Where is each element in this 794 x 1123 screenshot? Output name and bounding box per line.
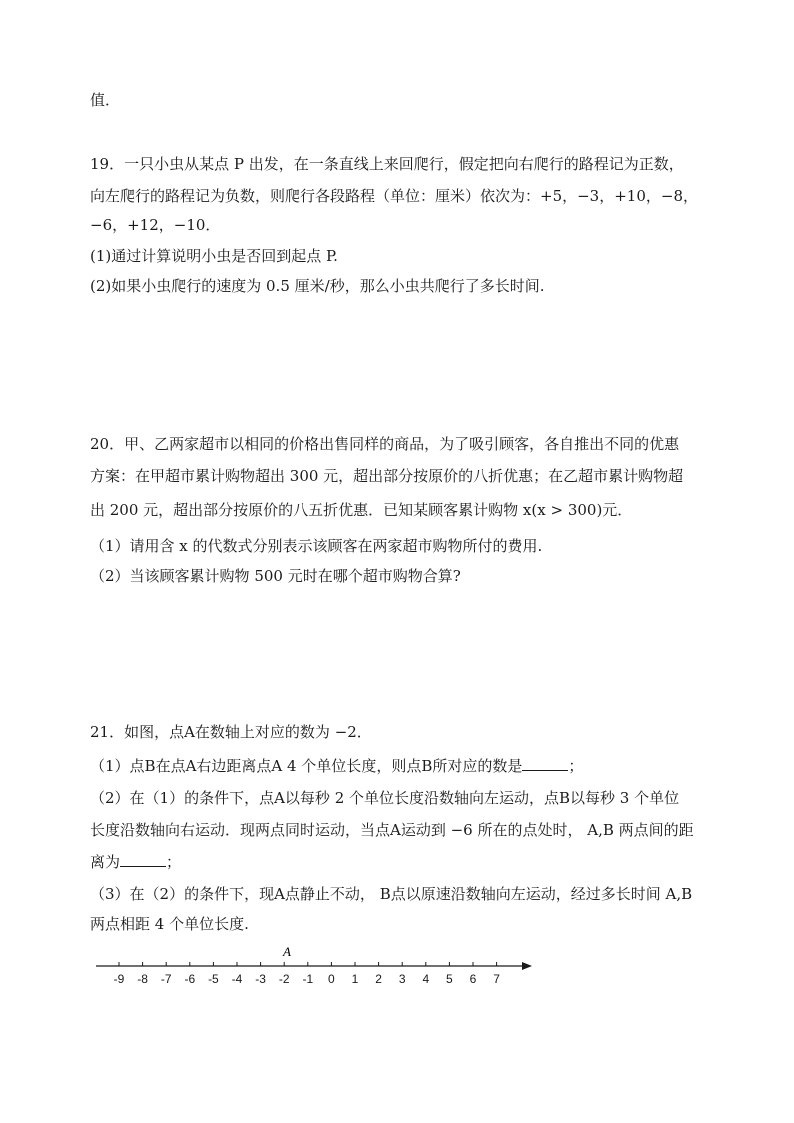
question-19-line-3: −6，+12，−10． — [90, 216, 221, 234]
number-line-tick-label: 3 — [398, 972, 406, 986]
number-line-tick-label: -5 — [208, 972, 219, 986]
question-19-line-1: 19．一只小虫从某点 P 出发，在一条直线上来回爬行，假定把向右爬行的路程记为正数， — [90, 155, 684, 173]
question-21-part-3-line-1: （3）在（2）的条件下，现A点静止不动， B点以原速沿数轴向左运动，经过多长时间 A,B — [90, 885, 693, 903]
number-line-tick-label: -8 — [137, 972, 148, 986]
question-21-part-2-line-3-text: 离为 — [90, 853, 121, 871]
question-19-part-1: (1)通过计算说明小虫是否回到起点 P. — [90, 247, 338, 265]
number-line-tick-label: 7 — [493, 972, 500, 986]
question-20-part-1: （1）请用含 x 的代数式分别表示该顾客在两家超市购物所付的费用. — [90, 537, 543, 555]
text-line: 值． — [90, 91, 121, 109]
question-20-line-1: 20．甲、乙两家超市以相同的价格出售同样的商品，为了吸引顾客，各自推出不同的优惠 — [90, 435, 680, 453]
point-a-label: A — [283, 944, 291, 959]
question-21-part-1-text: （1）点B在点A右边距离点A 4 个单位长度，则点B所对应的数是 — [90, 757, 523, 775]
number-line-tick-label: -1 — [302, 972, 314, 986]
question-19-part-2: (2)如果小虫爬行的速度为 0.5 厘米/秒，那么小虫共爬行了多长时间. — [90, 277, 545, 295]
question-20-line-3: 出 200 元，超出部分按原价的八五折优惠．已知某顾客累计购物 x(x > 300)元． — [90, 501, 633, 519]
number-line-tick-label: -7 — [160, 972, 172, 986]
number-line-tick-label: 6 — [469, 972, 477, 986]
question-21-part-2-line-2: 长度沿数轴向右运动．现两点同时运动，当点A运动到 −6 所在的点处时， A,B 两点间的距 — [90, 821, 694, 839]
number-line-tick-label: -3 — [255, 972, 266, 986]
number-line-tick-label: -6 — [184, 972, 196, 986]
question-21-line-1: 21．如图，点A在数轴上对应的数为 −2． — [90, 723, 372, 741]
number-line-tick-label: 2 — [375, 972, 382, 986]
number-line-tick-label: 1 — [351, 972, 359, 986]
number-line-arrow-icon — [522, 962, 532, 970]
question-21-part-2-line-1: （2）在（1）的条件下，点A以每秒 2 个单位长度沿数轴向左运动，点B以每秒 3 个单位 — [90, 789, 680, 807]
question-20-part-2: （2）当该顾客累计购物 500 元时在哪个超市购物合算? — [90, 567, 461, 585]
number-line-tick-label: 0 — [328, 972, 335, 986]
number-line-tick-label: -2 — [278, 972, 290, 986]
question-21-part-3-line-2: 两点相距 4 个单位长度. — [90, 915, 249, 933]
number-line-tick-label: -9 — [113, 972, 125, 986]
number-line-tick-label: 5 — [446, 972, 453, 986]
question-21-part-2-line-3-end: ； — [166, 853, 182, 871]
question-19-line-2: 向左爬行的路程记为负数，则爬行各段路程（单位：厘米）依次为：+5，−3，+10，−8， — [90, 187, 698, 205]
number-line-tick-label: -4 — [231, 972, 243, 986]
question-20-line-2: 方案：在甲超市累计购物超出 300 元，超出部分按原价的八折优惠；在乙超市累计购物超 — [90, 467, 684, 485]
number-line-tick-label: 4 — [422, 972, 430, 986]
question-21-part-1-end: ； — [568, 757, 584, 775]
